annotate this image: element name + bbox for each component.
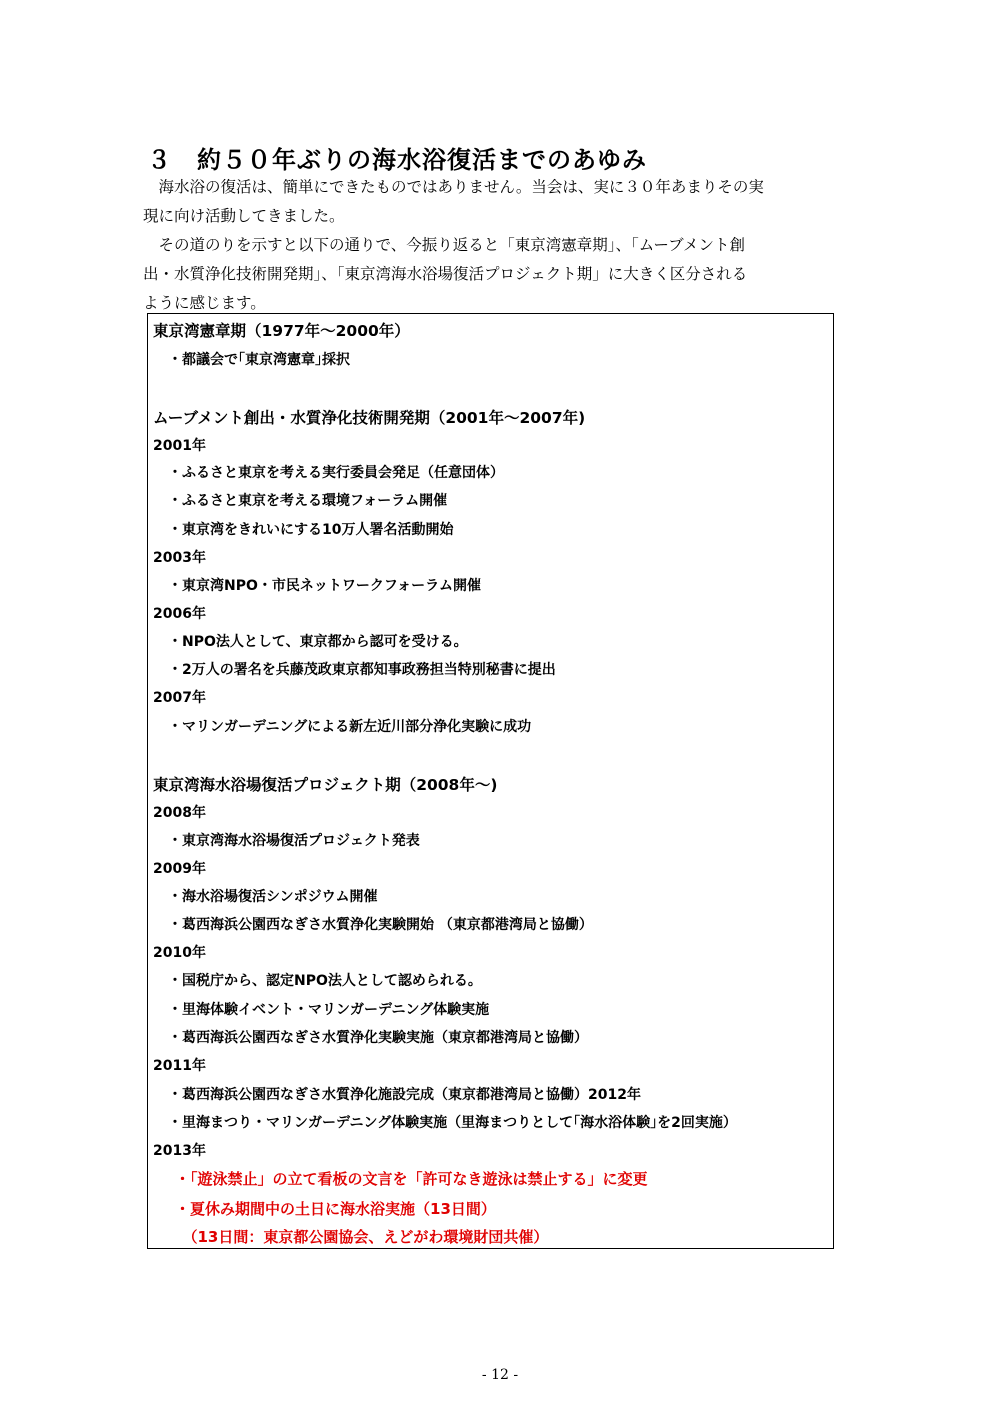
highlighted-item: （13日間：東京都公園協会、えどがわ環境財団共催） <box>175 1228 549 1246</box>
timeline-item: ・2万人の署名を兵藤茂政東京都知事政務担当特別秘書に提出 <box>168 662 556 678</box>
intro-paragraph-1 <box>143 173 764 231</box>
period-heading-project: 東京湾海水浴場復活プロジェクト期（2008年～) <box>153 776 498 794</box>
timeline-item: ・葛西海浜公園西なぎさ水質浄化実験開始 （東京都港湾局と協働） <box>168 917 593 933</box>
intro-paragraph-2 <box>143 231 747 318</box>
period-heading-charter: 東京湾憲章期（1977年～2000年） <box>153 322 410 340</box>
timeline-item: ・ふるさと東京を考える実行委員会発足（任意団体） <box>168 465 504 481</box>
year-label: 2011年 <box>153 1058 206 1074</box>
timeline-item: ・葛西海浜公園西なぎさ水質浄化施設完成（東京都港湾局と協働）2012年 <box>168 1087 641 1103</box>
year-label: 2006年 <box>153 606 206 622</box>
year-label: 2008年 <box>153 805 206 821</box>
timeline-item: ・NPO法人として、東京都から認可を受ける。 <box>168 634 468 650</box>
timeline-item: ・東京湾海水浴場復活プロジェクト発表 <box>168 833 420 849</box>
timeline-item: ・都議会で｢東京湾憲章｣採択 <box>168 352 350 368</box>
period-heading-movement: ムーブメント創出・水質浄化技術開発期（2001年～2007年) <box>153 409 586 427</box>
paragraph-line: 現に向け活動してきました。 <box>143 207 345 225</box>
year-label: 2010年 <box>153 945 206 961</box>
paragraph-line: ように感じます。 <box>143 294 266 312</box>
page-number: - 12 - <box>481 1367 519 1383</box>
paragraph-line: 海水浴の復活は、簡単にできたものではありません。当会は、実に３０年あまりその実 <box>143 178 764 196</box>
timeline-item: ・東京湾をきれいにする10万人署名活動開始 <box>168 522 454 538</box>
year-label: 2003年 <box>153 550 206 566</box>
timeline-item: ・葛西海浜公園西なぎさ水質浄化実験実施（東京都港湾局と協働） <box>168 1030 588 1046</box>
year-label: 2007年 <box>153 690 206 706</box>
timeline-item: ・里海体験イベント・マリンガーデニング体験実施 <box>168 1002 490 1018</box>
timeline-item: ・里海まつり・マリンガーデニング体験実施（里海まつりとして｢海水浴体験｣を2回実施） <box>168 1115 737 1131</box>
timeline-item: ・国税庁から、認定NPO法人として認められる。 <box>168 973 482 989</box>
year-label: 2001年 <box>153 438 206 454</box>
highlighted-item: ・「遊泳禁止」の立て看板の文言を「許可なき遊泳は禁止する」に変更 <box>175 1170 648 1188</box>
year-label: 2009年 <box>153 861 206 877</box>
section-heading: ３ 約５０年ぶりの海水浴復活までのあゆみ <box>147 146 647 174</box>
highlighted-item: ・夏休み期間中の土日に海水浴実施（13日間） <box>175 1200 496 1218</box>
timeline-item: ・海水浴場復活シンポジウム開催 <box>168 889 378 905</box>
year-label: 2013年 <box>153 1143 206 1159</box>
timeline-box <box>147 313 834 1249</box>
paragraph-line: その道のりを示すと以下の通りで、今振り返ると「東京湾憲章期」、「ムーブメント創 <box>143 236 746 254</box>
timeline-item: ・マリンガーデニングによる新左近川部分浄化実験に成功 <box>168 719 532 735</box>
paragraph-line: 出・水質浄化技術開発期」、「東京湾海水浴場復活プロジェクト期」に大きく区分される <box>143 265 748 283</box>
timeline-item: ・ふるさと東京を考える環境フォーラム開催 <box>168 493 448 509</box>
timeline-item: ・東京湾NPO・市民ネットワークフォーラム開催 <box>168 578 482 594</box>
